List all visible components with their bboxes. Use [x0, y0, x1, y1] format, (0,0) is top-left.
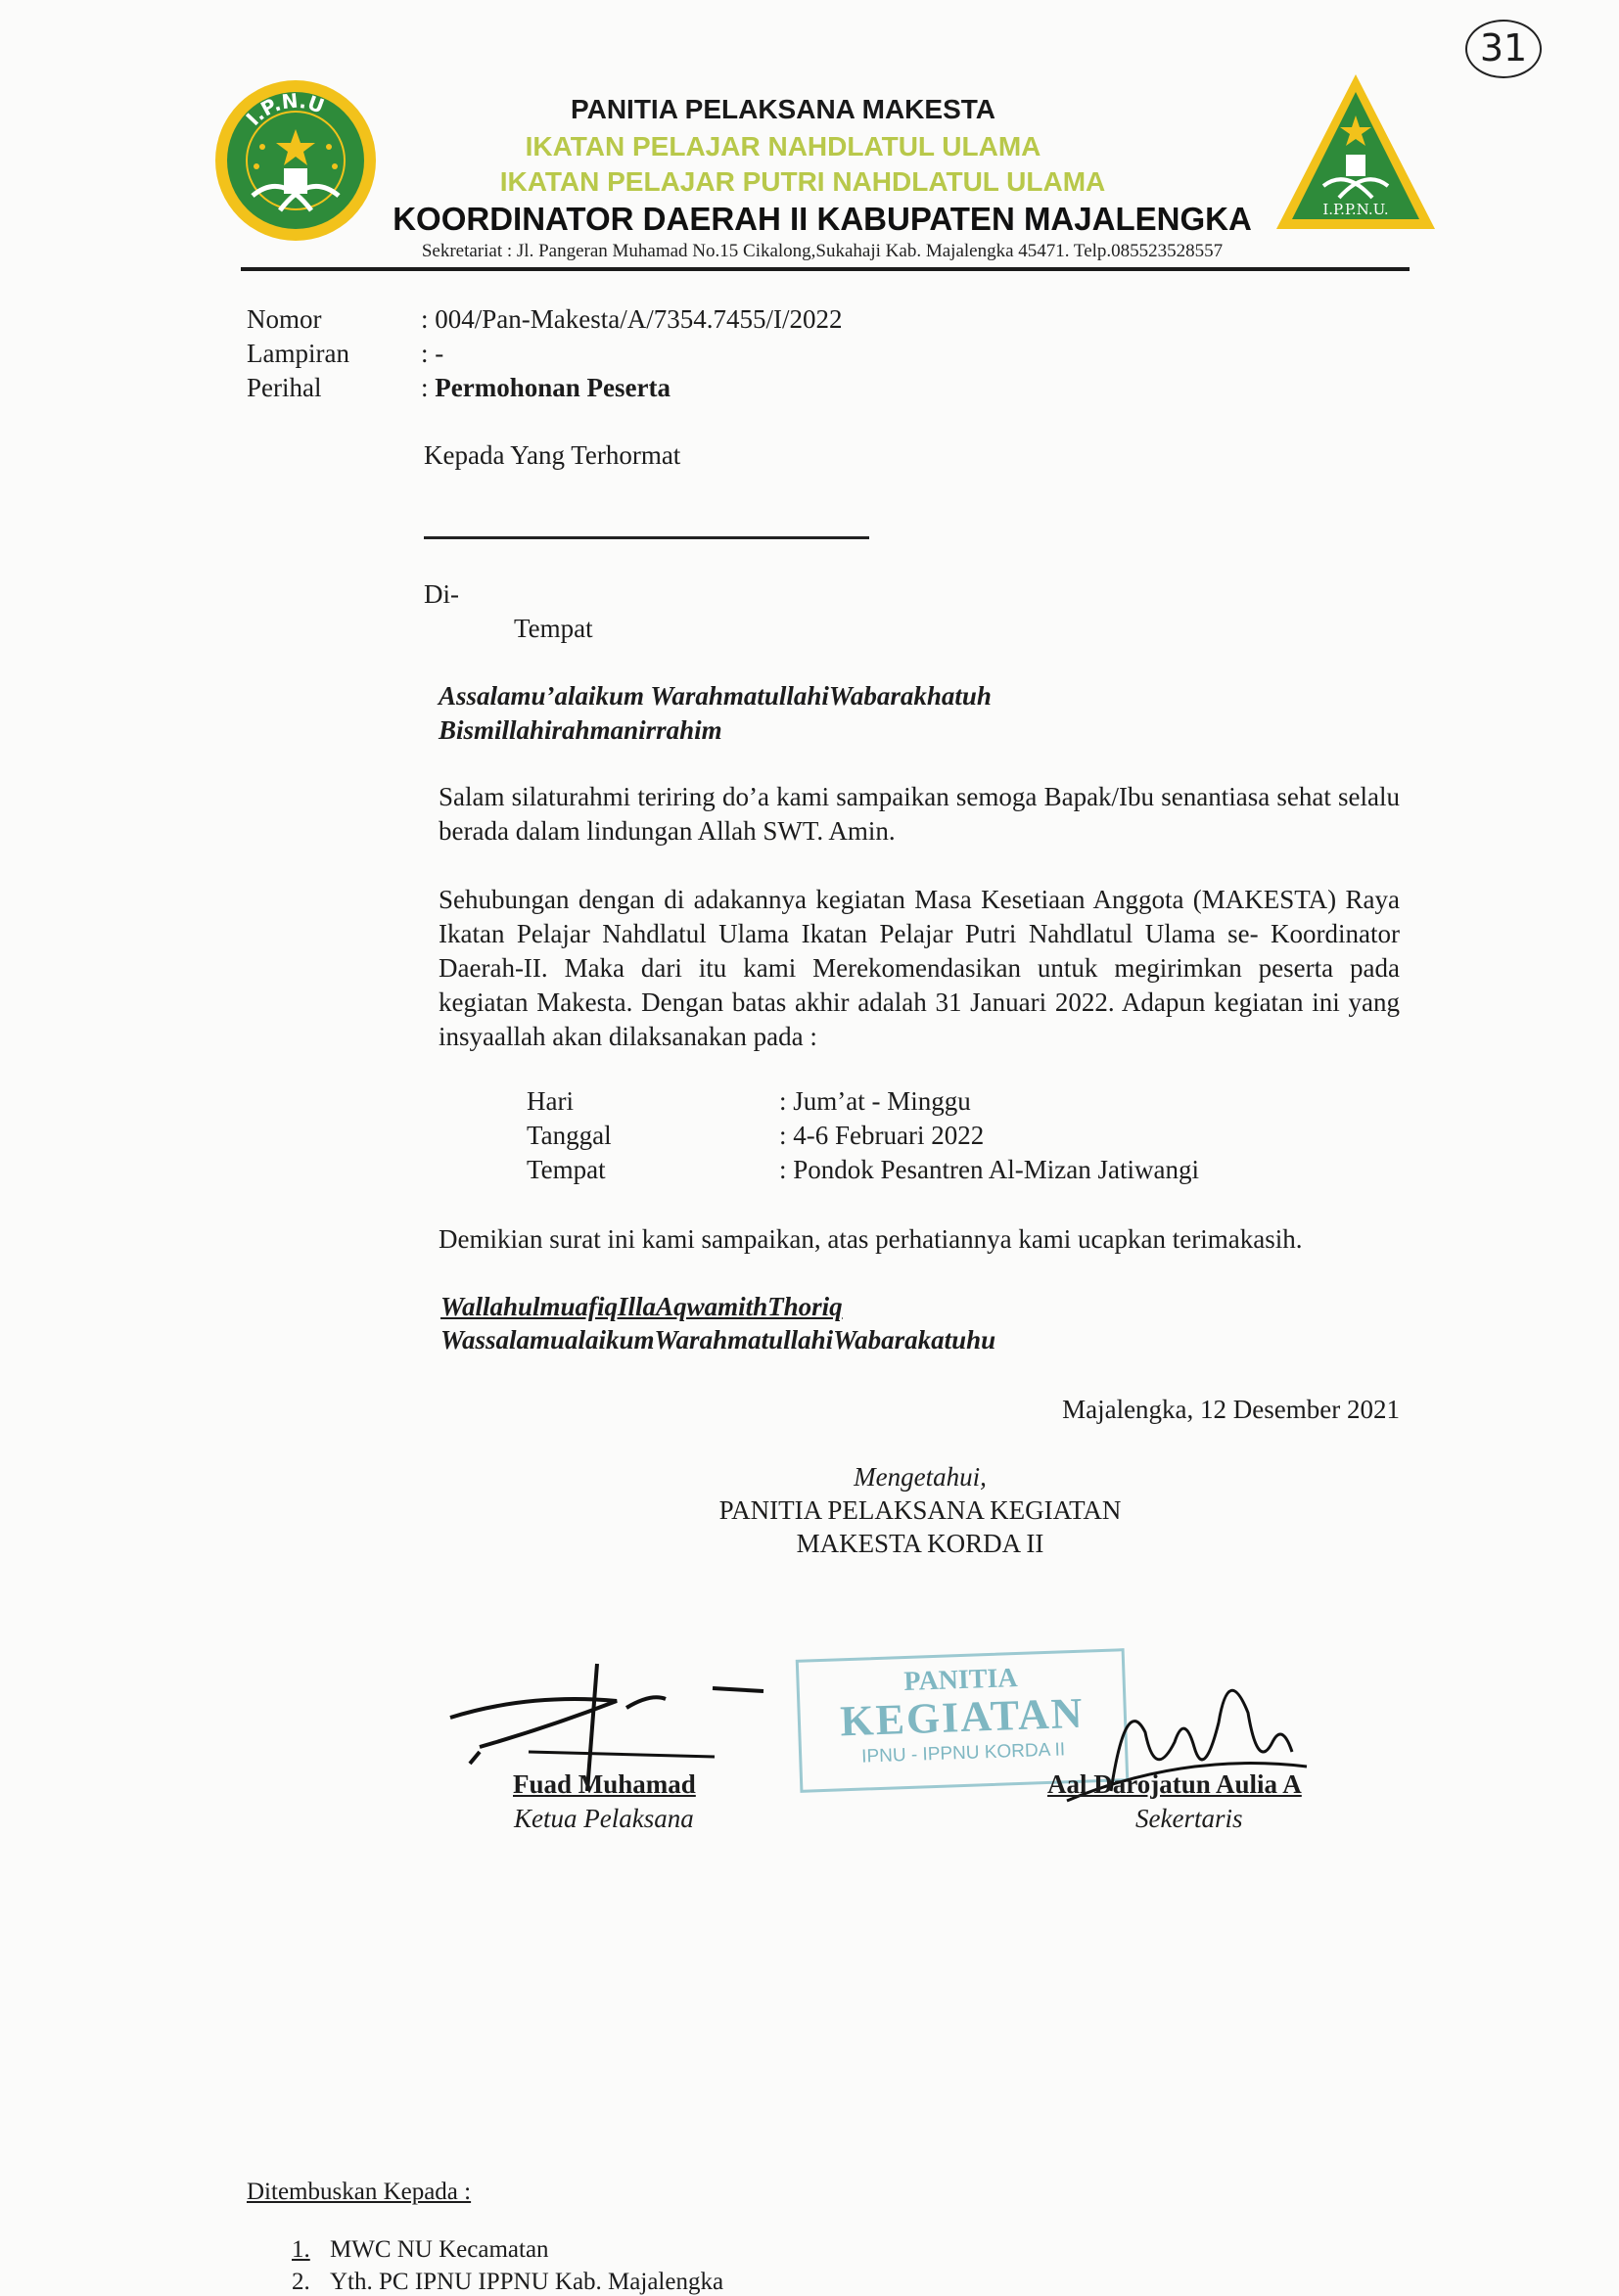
kop-title-ippnu: IKATAN PELAJAR PUTRI NAHDLATUL ULAMA [499, 166, 1106, 197]
page-number: 31 [1465, 20, 1542, 78]
tembusan-heading: Ditembuskan Kepada : [247, 2179, 472, 2205]
detail-tanggal-label: Tanggal [527, 1121, 612, 1150]
ippnu-logo [1272, 70, 1439, 233]
closing-wassalam: WassalamualaikumWarahmatullahiWabarakatuhu [440, 1325, 996, 1355]
ipnu-logo [213, 78, 378, 243]
stamp-line-2: KEGIATAN [839, 1688, 1086, 1746]
detail-hari-label: Hari [527, 1086, 574, 1116]
lampiran-value: : - [421, 339, 444, 368]
signatory-2-name: Aal Darojatun Aulia A [1047, 1769, 1302, 1799]
detail-tanggal-value: : 4-6 Februari 2022 [779, 1121, 985, 1150]
date-line: Majalengka, 12 Desember 2021 [1062, 1395, 1400, 1424]
detail-tempat-value: : Pondok Pesantren Al-Mizan Jatiwangi [779, 1155, 1199, 1184]
signatory-2-role: Sekertaris [1135, 1804, 1243, 1833]
mengetahui-label: Mengetahui, [854, 1462, 987, 1492]
opening-salam: Assalamu’alaikum WarahmatullahiWabarakhatuh [439, 681, 992, 711]
perihal-value [421, 373, 671, 403]
tembusan-item-2-text: Yth. PC IPNU IPPNU Kab. Majalengka [330, 2269, 724, 2295]
paragraph-salam: Salam silaturahmi teriring do’a kami sampaikan semoga Bapak/Ibu senantiasa sehat selalu berada dalam lindungan Allah SWT. Amin. [439, 782, 1400, 846]
nomor-label: Nomor [247, 304, 322, 334]
svg-text:I.P.P.N.U.: I.P.P.N.U. [1322, 201, 1389, 218]
kop-title-korda: KOORDINATOR DAERAH II KABUPATEN MAJALENGKA [393, 201, 1252, 237]
svg-text:I.P.N.U: I.P.N.U [241, 88, 328, 130]
kop-title-ipnu: IKATAN PELAJAR NAHDLATUL ULAMA [525, 131, 1041, 161]
opening-basmalah: Bismillahirahmanirrahim [439, 715, 722, 745]
stamp-line-3: IPNU - IPPNU KORDA II [860, 1739, 1066, 1768]
tembusan-item-1-num: 1. [292, 2236, 310, 2263]
tembusan-item-2 [292, 2269, 723, 2296]
perihal-colon: : [421, 373, 429, 402]
tembusan-item-1-text: MWC NU Kecamatan [330, 2236, 549, 2263]
recipient-blank-line [424, 536, 869, 539]
signatory-1-role: Ketua Pelaksana [514, 1804, 694, 1833]
stamp-line-1: PANITIA [902, 1663, 1019, 1698]
kop-address: Sekretariat : Jl. Pangeran Muhamad No.15 Cikalong,Sukahaji Kab. Majalengka 45471. Telp.085523528557 [421, 241, 1224, 261]
tembusan-item-2-num: 2. [292, 2269, 310, 2295]
recipient-di: Di- [424, 579, 459, 609]
kop-title-panitia: PANITIA PELAKSANA MAKESTA [571, 94, 995, 124]
paragraph-kegiatan: Sehubungan dengan di adakannya kegiatan Masa Kesetiaan Anggota (MAKESTA) Raya Ikatan Pelajar Nahdlatul Ulama Ikatan Pelajar Putri Nahdlatul Ulama se- Koordinator Daerah-II. Maka dari itu kami Merekomendasikan untuk megirimkan peserta pada kegiatan Makesta. Dengan batas akhir adalah 31 Januari 2022. Adapun kegiatan ini yang insyaallah akan dilaksanakan pada : [439, 885, 1400, 1051]
perihal-label: Perihal [247, 373, 322, 402]
nomor-value: : 004/Pan-Makesta/A/7354.7455/I/2022 [421, 304, 843, 334]
closing-paragraph: Demikian surat ini kami sampaikan, atas perhatiannya kami ucapkan terimakasih. [439, 1224, 1303, 1254]
detail-tempat-label: Tempat [527, 1155, 606, 1184]
mengetahui-org-1: PANITIA PELAKSANA KEGIATAN [718, 1495, 1122, 1525]
detail-hari-value: : Jum’at - Minggu [779, 1086, 971, 1116]
tembusan-item-1 [292, 2236, 549, 2264]
closing-wallahul: WallahulmuafiqIllaAqwamithThoriq [440, 1292, 843, 1321]
recipient-greeting: Kepada Yang Terhormat [424, 440, 681, 470]
recipient-tempat: Tempat [514, 614, 593, 643]
signatory-1-name: Fuad Muhamad [513, 1769, 696, 1799]
lampiran-label: Lampiran [247, 339, 349, 368]
kop-divider [241, 267, 1410, 271]
perihal-text: Permohonan Peserta [435, 373, 671, 402]
mengetahui-org-2: MAKESTA KORDA II [796, 1529, 1044, 1558]
